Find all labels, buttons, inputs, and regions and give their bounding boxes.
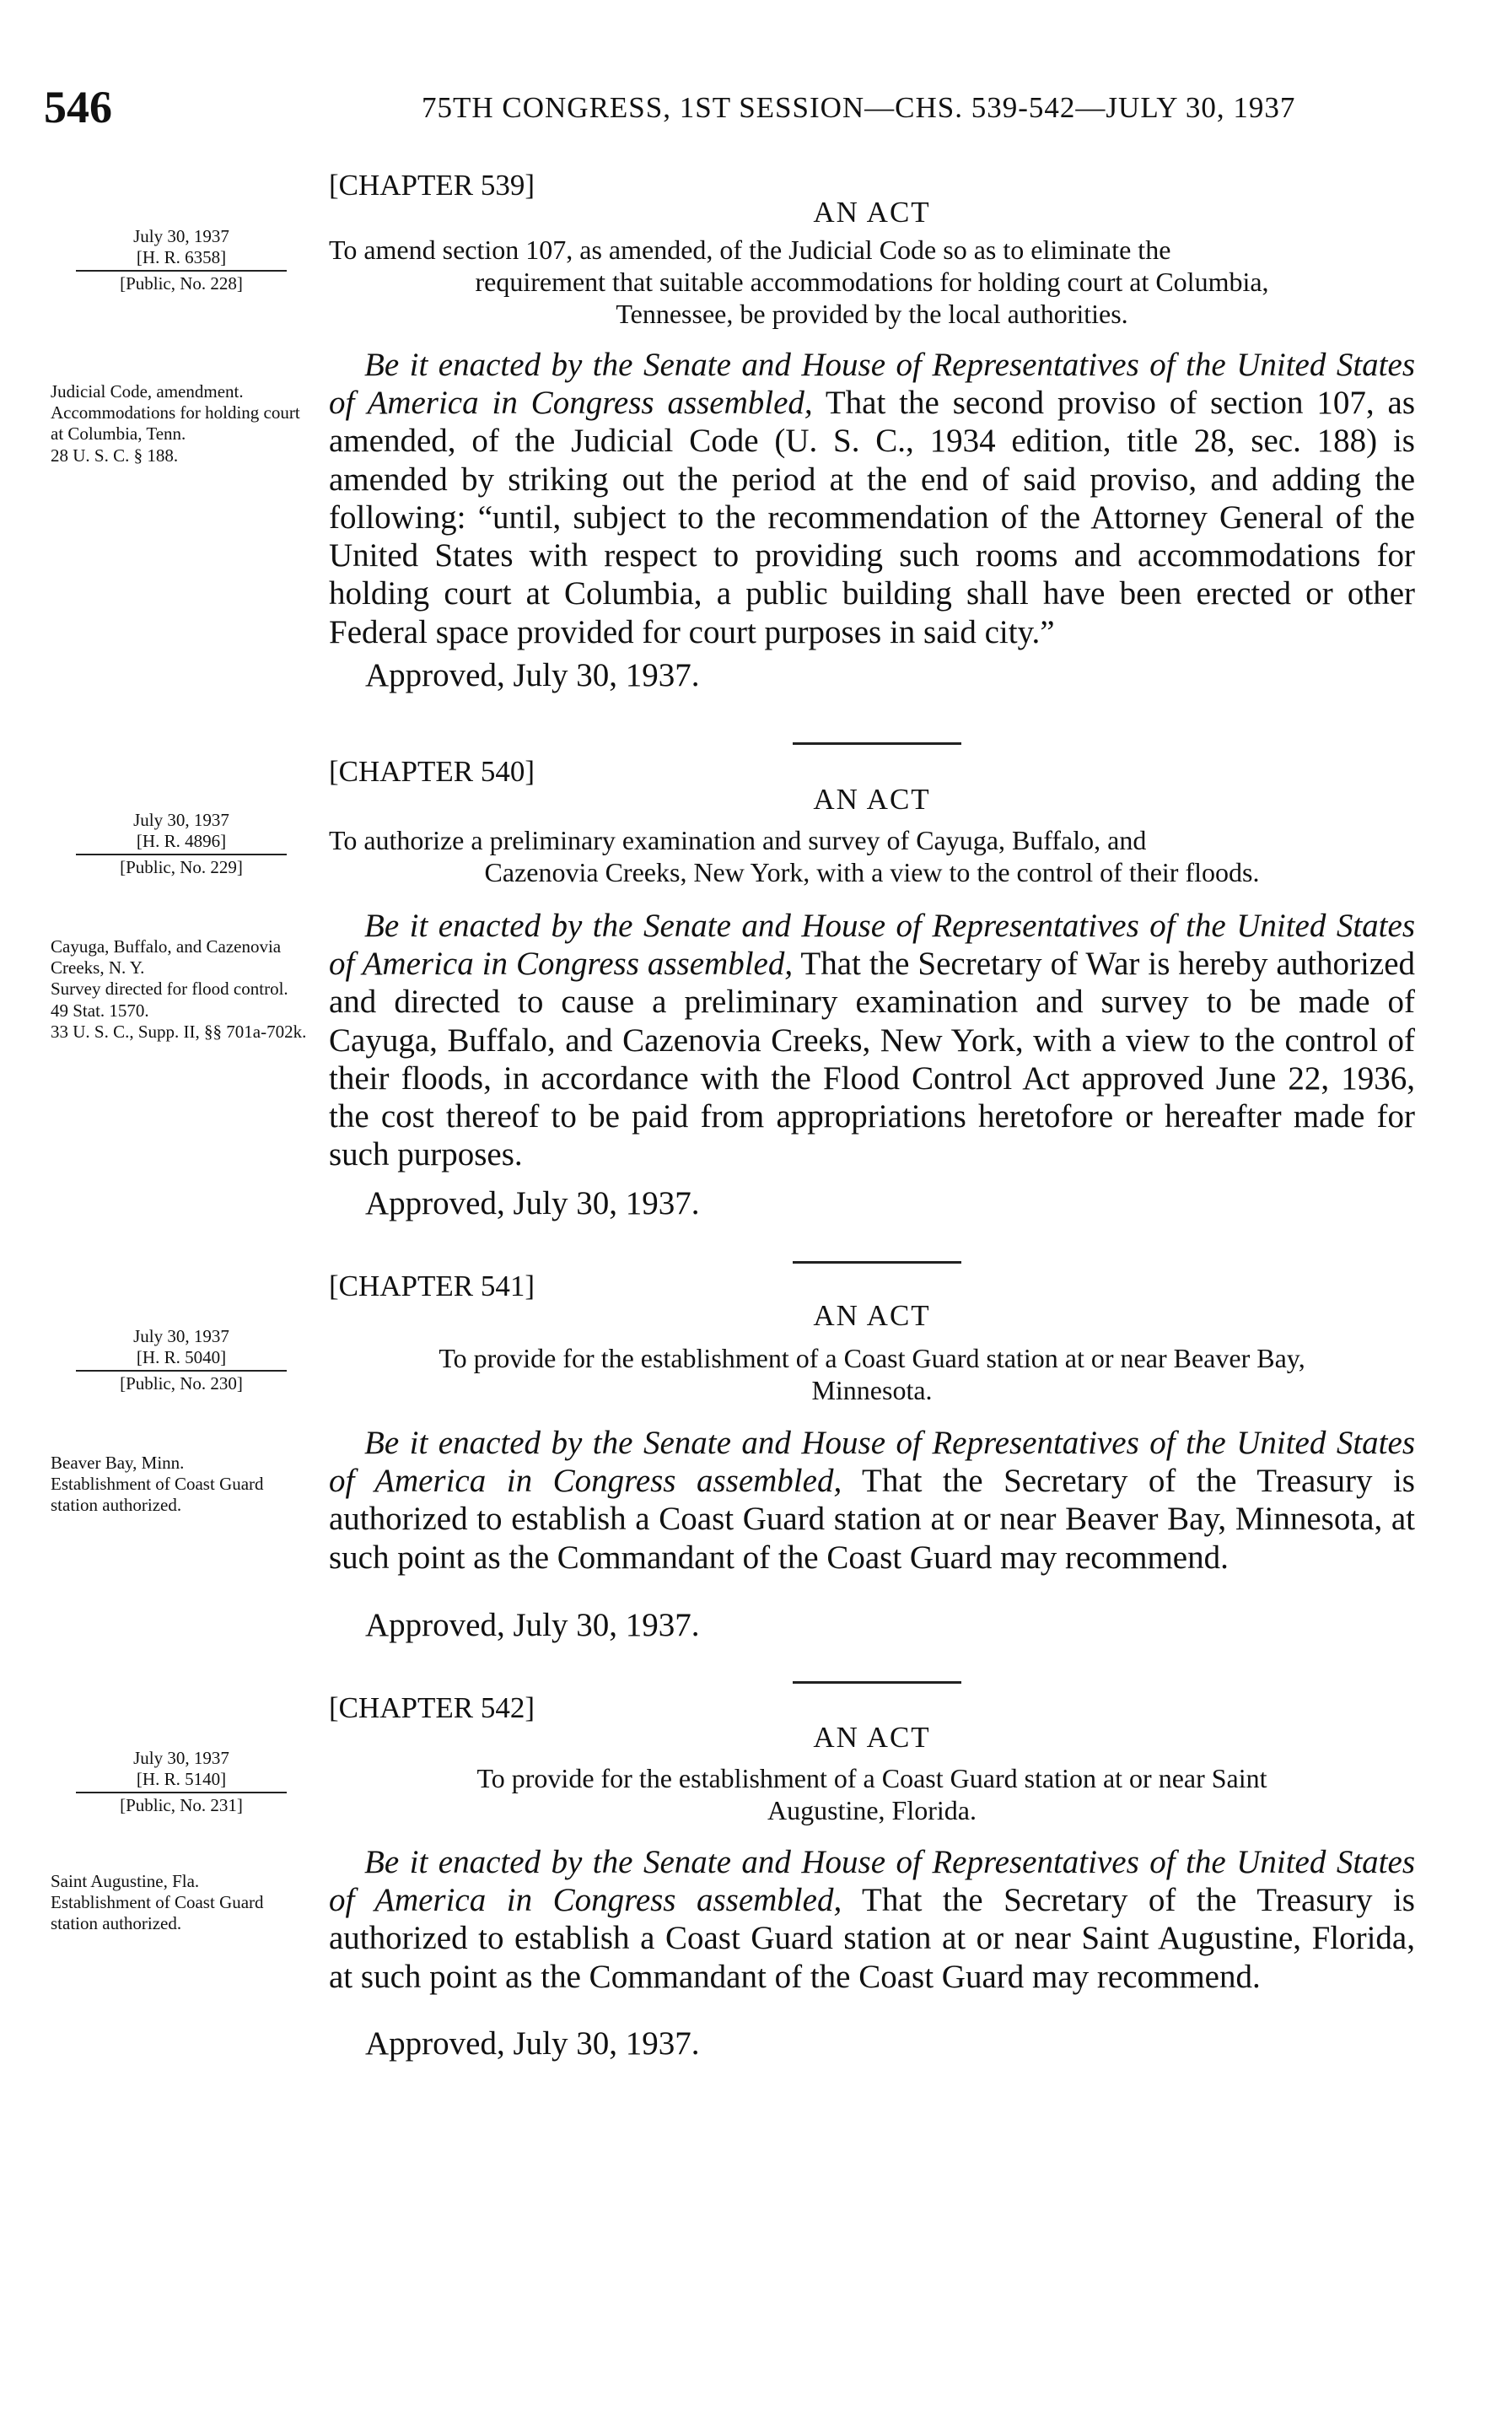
margin-public: [Public, No. 230]	[120, 1373, 243, 1394]
approved-line: Approved, July 30, 1937.	[365, 1185, 700, 1221]
act-body: That the Secretary of War is hereby authorized and directed to cause a preliminary examination and survey to be made of Cayuga, Buffalo, and Cazenovia Creeks, New York, with a view to the control of their floods, in accordance with the Flood Control Act approved June 22, 1936, the cost thereof to be paid from appropriations heretofore or hereafter made for such purposes.	[329, 946, 1416, 1173]
title-line: Tennessee, be provided by the local authorities.	[616, 298, 1128, 329]
act-heading: AN ACT	[813, 1721, 931, 1754]
act-body: That the second proviso of section 107, as amended, of the Judicial Code (U. S. C., 1934 edition, title 28, sec. 188) is amended by striking out the period at the end of said proviso, and adding the following: “until, subject to the recommendation of the Attorney General of the United States with respect to providing such rooms and accommodations for holding court at Columbia, a public building shall have been erected or other Federal space provided for court purposes in said city.”	[329, 385, 1416, 650]
margin-public: [Public, No. 231]	[120, 1795, 243, 1816]
act-text	[329, 1424, 1415, 1577]
act-text	[329, 907, 1415, 1174]
margin-date: July 30, 1937	[133, 810, 229, 830]
margin-note: Cayuga, Buffalo, and Cazenovia Creeks, N. Y.	[51, 936, 282, 979]
title-line: To amend section 107, as amended, of the Judicial Code so as to eliminate the	[329, 235, 1171, 265]
enacting-clause: Be it enacted by the Senate and House of Representatives of the United States of America in Congress assembled,	[329, 1844, 1415, 1919]
approved-line: Approved, July 30, 1937.	[365, 657, 700, 693]
margin-bill: [H. R. 6358]	[136, 247, 227, 268]
approved-line: Approved, July 30, 1937.	[365, 2025, 700, 2062]
divider	[793, 1261, 961, 1264]
title-line: Cazenovia Creeks, New York, with a view to the control of their floods.	[484, 856, 1260, 887]
chapter-label: [CHAPTER 540]	[329, 755, 535, 788]
chapter-label: [CHAPTER 539]	[329, 169, 535, 202]
act-title	[329, 235, 1415, 330]
page-header	[0, 81, 1512, 132]
act-body: That the Secretary of the Treasury is authorized to establish a Coast Guard station at or near Saint Augustine, Florida, at such point as the Commandant of the Coast Guard may recommend.	[329, 1882, 1415, 1995]
margin-rule	[76, 1370, 287, 1372]
act-body: That the Secretary of the Treasury is authorized to establish a Coast Guard station at or near Beaver Bay, Minnesota, at such point as the Commandant of the Coast Guard may recommend.	[329, 1463, 1415, 1576]
margin-note: 28 U. S. C. § 188.	[51, 445, 179, 466]
divider	[793, 1681, 961, 1684]
divider	[793, 742, 961, 745]
title-line: Augustine, Florida.	[767, 1794, 977, 1825]
margin-notes	[51, 381, 312, 466]
margin-note: Beaver Bay, Minn.	[51, 1453, 185, 1473]
title-line: requirement that suitable accommodations for holding court at Columbia,	[475, 266, 1269, 297]
margin-note: Saint Augustine, Fla.	[51, 1871, 200, 1891]
margin-note: Survey directed for flood control.	[51, 979, 288, 1000]
chapter-label: [CHAPTER 541]	[329, 1270, 535, 1302]
enacting-clause: Be it enacted by the Senate and House of Representatives of the United States of America in Congress assembled,	[329, 908, 1415, 983]
margin-date: July 30, 1937	[133, 1326, 229, 1346]
approved-line: Approved, July 30, 1937.	[365, 1607, 700, 1643]
running-head: 75TH CONGRESS, 1ST SESSION—CHS. 539-542—JULY 30, 1937	[422, 91, 1296, 124]
page-number: 546	[44, 82, 112, 132]
margin-citation	[51, 226, 312, 295]
margin-notes	[51, 936, 312, 1043]
margin-citation	[51, 1748, 312, 1817]
act-text	[329, 346, 1415, 651]
margin-public: [Public, No. 228]	[120, 273, 243, 294]
act-title	[329, 825, 1415, 889]
margin-rule	[76, 270, 287, 272]
act-text	[329, 1843, 1415, 1996]
margin-note: Accommodations for holding court at Columbia, Tenn.	[51, 402, 300, 445]
title-line: To provide for the establishment of a Coast Guard station at or near Beaver Bay,	[439, 1343, 1305, 1373]
enacting-clause: Be it enacted by the Senate and House of Representatives of the United States of America in Congress assembled,	[329, 347, 1415, 422]
margin-note: 33 U. S. C., Supp. II, §§ 701a-702k.	[51, 1021, 307, 1042]
chapter-label: [CHAPTER 542]	[329, 1691, 535, 1724]
margin-rule	[76, 1792, 287, 1793]
margin-note: Establishment of Coast Guard station authorized.	[51, 1892, 264, 1934]
margin-note: Judicial Code, amendment.	[51, 381, 244, 402]
margin-bill: [H. R. 5140]	[136, 1769, 227, 1790]
act-title	[329, 1343, 1415, 1407]
margin-rule	[76, 854, 287, 855]
margin-citation	[51, 1326, 312, 1395]
title-line: To provide for the establishment of a Coast Guard station at or near Saint	[476, 1763, 1267, 1793]
act-heading: AN ACT	[813, 1299, 931, 1332]
margin-citation	[51, 810, 312, 879]
title-line: To authorize a preliminary examination and survey of Cayuga, Buffalo, and	[329, 825, 1147, 855]
margin-note: Establishment of Coast Guard station authorized.	[51, 1474, 264, 1516]
act-heading: AN ACT	[813, 783, 931, 816]
title-line: Minnesota.	[811, 1374, 933, 1405]
margin-notes	[51, 1871, 312, 1935]
act-heading: AN ACT	[813, 196, 931, 229]
margin-date: July 30, 1937	[133, 226, 229, 246]
margin-date: July 30, 1937	[133, 1748, 229, 1768]
margin-public: [Public, No. 229]	[120, 857, 243, 878]
margin-note: 49 Stat. 1570.	[51, 1000, 149, 1021]
margin-bill: [H. R. 5040]	[136, 1347, 227, 1368]
margin-notes	[51, 1453, 312, 1517]
enacting-clause: Be it enacted by the Senate and House of Representatives of the United States of America in Congress assembled,	[329, 1425, 1415, 1500]
act-title	[329, 1763, 1415, 1827]
margin-bill: [H. R. 4896]	[136, 831, 227, 852]
